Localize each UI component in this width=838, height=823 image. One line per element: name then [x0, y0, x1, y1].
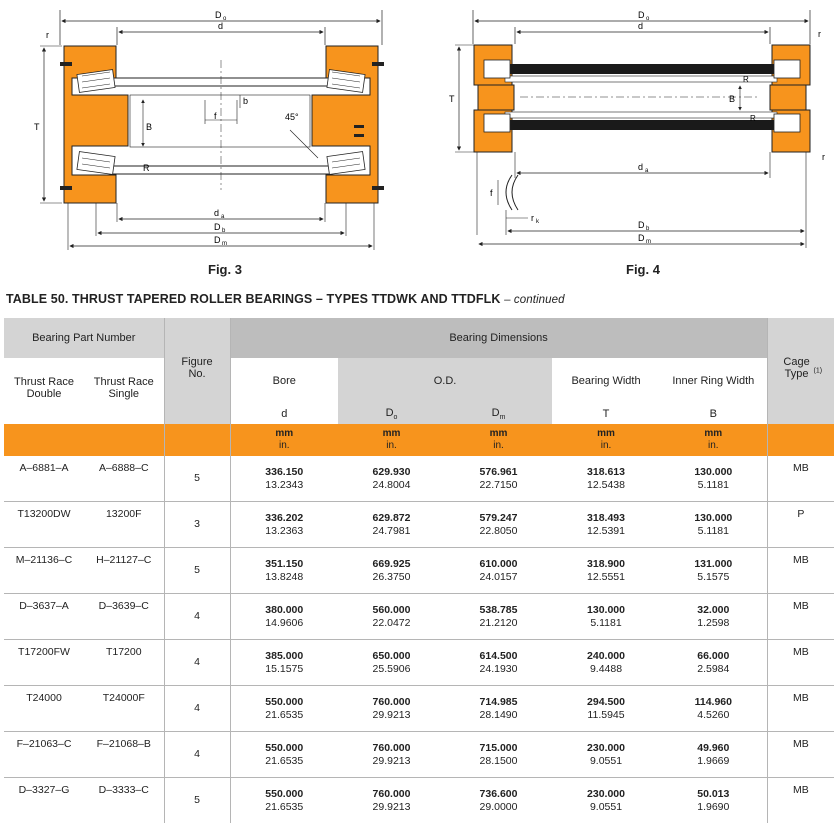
cell-b-mm: 49.960	[697, 742, 729, 754]
cell-cage: MB	[767, 778, 834, 823]
units-empty-1	[4, 424, 84, 456]
bearing-table	[4, 318, 834, 823]
cell-b-in: 4.5260	[697, 709, 729, 721]
cell-dm-mm: 610.000	[480, 558, 518, 570]
cell-double: T17200FW	[4, 640, 84, 686]
cell-dm-in: 22.8050	[480, 525, 518, 537]
table-row	[4, 686, 834, 732]
units-empty-3	[164, 424, 230, 456]
fig3-label-R: R	[143, 163, 150, 173]
cell-bore-in: 21.6535	[265, 709, 303, 721]
cell-double: T13200DW	[4, 502, 84, 548]
fig3-label-Do-sub: o	[223, 16, 227, 22]
fig4-caption: Fig. 4	[626, 262, 660, 277]
cell-bore-mm: 550.000	[265, 742, 303, 754]
cell-dm-in: 21.2120	[480, 617, 518, 629]
units-t	[552, 424, 660, 456]
cell-t-in: 11.5945	[587, 709, 624, 721]
cell-t-mm: 294.500	[587, 696, 625, 708]
cell-figure: 5	[164, 548, 230, 594]
unit-in: in.	[386, 440, 397, 451]
cell-b-in: 5.1181	[698, 479, 729, 491]
cell-dm-in: 28.1500	[480, 755, 518, 767]
cell-single: H–21127–C	[84, 548, 164, 594]
table-row	[4, 594, 834, 640]
cell-do-in: 29.9213	[373, 755, 411, 767]
cell-do-mm: 760.000	[373, 742, 411, 754]
table-title-text: TABLE 50. THRUST TAPERED ROLLER BEARINGS – TYPES TTDWK AND TTDFLK	[6, 292, 500, 306]
cell-do-in: 25.5906	[373, 663, 411, 675]
cell-b-mm: 130.000	[694, 512, 732, 524]
cell-dm-in: 29.0000	[480, 801, 518, 813]
fig3-caption: Fig. 3	[208, 262, 242, 277]
cell-bore-mm: 550.000	[265, 788, 303, 800]
units-bore	[230, 424, 338, 456]
cell-t-mm: 318.613	[587, 466, 625, 478]
header-part-number: Bearing Part Number	[4, 318, 164, 358]
cell-dm-in: 24.0157	[480, 571, 518, 583]
cell-t-mm: 230.000	[587, 742, 625, 754]
fig3-label-r: r	[46, 30, 49, 40]
unit-mm: mm	[490, 428, 508, 439]
cell-bore-mm: 351.150	[265, 558, 303, 570]
table-title-suffix: – continued	[504, 294, 565, 306]
cell-dm-mm: 736.600	[480, 788, 518, 800]
cell-do-mm: 669.925	[373, 558, 411, 570]
cell-figure: 5	[164, 456, 230, 502]
cell-bore-in: 13.2343	[265, 479, 303, 491]
cell-b-in: 1.9690	[697, 801, 729, 813]
cell-b-mm: 131.000	[694, 558, 732, 570]
unit-mm: mm	[275, 428, 293, 439]
cell-bore-mm: 336.150	[265, 466, 303, 478]
fig3-label-Db: D	[214, 222, 221, 232]
table-row	[4, 502, 834, 548]
cell-bore-mm: 336.202	[265, 512, 303, 524]
cell-t-mm: 318.493	[587, 512, 625, 524]
cell-figure: 4	[164, 732, 230, 778]
fig3-label-b: b	[243, 96, 248, 106]
cell-b-mm: 130.000	[694, 466, 732, 478]
cell-t-mm: 130.000	[587, 604, 625, 616]
cell-do-in: 24.8004	[373, 479, 411, 491]
table-row	[4, 548, 834, 594]
header-thrust-single	[84, 358, 164, 424]
header-cage	[767, 318, 834, 424]
fig4-label-Dm: D	[638, 233, 645, 243]
cell-single: T24000F	[84, 686, 164, 732]
cell-b-in: 1.9669	[697, 755, 729, 767]
cell-t-mm: 318.900	[587, 558, 625, 570]
cell-double: D–3327–G	[4, 778, 84, 823]
cell-dm-mm: 715.000	[480, 742, 518, 754]
table-row	[4, 456, 834, 502]
unit-in: in.	[279, 440, 290, 451]
cell-bore-in: 15.1575	[265, 663, 303, 675]
fig3-label-d: d	[218, 21, 223, 31]
cell-do-in: 29.9213	[373, 709, 411, 721]
cell-t-mm: 230.000	[587, 788, 625, 800]
cell-figure: 4	[164, 686, 230, 732]
fig3-label-Do: D	[215, 10, 222, 20]
cell-dm-mm: 614.500	[480, 650, 518, 662]
cell-b-mm: 114.960	[695, 696, 732, 708]
fig4-label-da: d	[638, 162, 643, 172]
header-sym-B: B	[660, 404, 767, 424]
cell-b-mm: 32.000	[697, 604, 729, 616]
cell-bore-in: 21.6535	[265, 755, 303, 767]
unit-in: in.	[708, 440, 719, 451]
cell-do-mm: 629.930	[373, 466, 411, 478]
cell-do-mm: 629.872	[373, 512, 411, 524]
fig4-label-Db-sub: b	[646, 226, 650, 232]
unit-mm: mm	[597, 428, 615, 439]
cell-b-in: 2.5984	[697, 663, 729, 675]
fig3-label-f: f	[214, 111, 217, 121]
unit-in: in.	[601, 440, 612, 451]
cell-bore-mm: 380.000	[265, 604, 303, 616]
cell-figure: 3	[164, 502, 230, 548]
units-do	[338, 424, 445, 456]
fig4-label-r-bottom: r	[822, 152, 825, 162]
cell-do-mm: 650.000	[373, 650, 411, 662]
table-row	[4, 732, 834, 778]
bearing-figures	[0, 0, 838, 285]
unit-in: in.	[493, 440, 504, 451]
header-dimensions: Bearing Dimensions	[230, 318, 767, 358]
fig4-label-f: f	[490, 188, 493, 198]
table-row	[4, 640, 834, 686]
cell-bore-mm: 385.000	[265, 650, 303, 662]
cell-bore-in: 13.2363	[265, 525, 303, 537]
cell-do-mm: 560.000	[373, 604, 411, 616]
cell-bore-in: 13.8248	[265, 571, 303, 583]
fig4-label-da-sub: a	[645, 168, 649, 174]
cell-cage: MB	[767, 548, 834, 594]
cell-b-in: 5.1575	[697, 571, 729, 583]
header-sym-Do	[338, 404, 445, 424]
cell-do-in: 24.7981	[373, 525, 411, 537]
cell-dm-in: 28.1490	[480, 709, 518, 721]
unit-mm: mm	[383, 428, 401, 439]
fig4-label-r-top: r	[818, 29, 821, 39]
cell-dm-mm: 576.961	[480, 466, 518, 478]
cell-single: F–21068–B	[84, 732, 164, 778]
fig3-label-Dm: D	[214, 235, 221, 245]
header-thrust-single-text: Thrust Race Single	[91, 376, 157, 400]
fig4-label-B: B	[729, 94, 735, 104]
cell-double: D–3637–A	[4, 594, 84, 640]
header-sym-Dm	[445, 404, 552, 424]
cell-figure: 4	[164, 594, 230, 640]
header-figure-no	[164, 318, 230, 424]
cell-bore-mm: 550.000	[265, 696, 303, 708]
figure-4-drawing	[449, 10, 825, 248]
unit-mm: mm	[704, 428, 722, 439]
header-inner-width: Inner Ring Width	[660, 358, 767, 404]
cell-t-mm: 240.000	[587, 650, 625, 662]
fig4-label-T: T	[449, 94, 455, 104]
cell-dm-in: 24.1930	[480, 663, 518, 675]
cell-bore-in: 14.9606	[265, 617, 303, 629]
cell-single: D–3333–C	[84, 778, 164, 823]
fig4-label-rk: r	[531, 213, 534, 223]
cell-cage: MB	[767, 640, 834, 686]
table-row	[4, 778, 834, 823]
cell-b-mm: 50.013	[697, 788, 729, 800]
fig4-label-rk-sub: k	[536, 219, 540, 225]
fig3-label-Dm-sub: m	[222, 241, 227, 247]
cell-b-in: 5.1181	[698, 525, 729, 537]
fig4-label-Dm-sub: m	[646, 239, 651, 245]
cell-dm-in: 22.7150	[480, 479, 518, 491]
cell-t-in: 12.5551	[587, 571, 625, 583]
header-thrust-double	[4, 358, 84, 424]
cell-t-in: 12.5438	[587, 479, 625, 491]
header-sym-Do-main: D	[386, 407, 394, 419]
fig4-label-Db: D	[638, 220, 645, 230]
cell-do-mm: 760.000	[373, 696, 411, 708]
cell-bore-in: 21.6535	[265, 801, 303, 813]
fig3-label-Db-sub: b	[222, 228, 226, 234]
cell-t-in: 9.4488	[590, 663, 622, 675]
figure-3-drawing	[34, 10, 384, 250]
units-empty-4	[767, 424, 834, 456]
fig3-label-T: T	[34, 122, 40, 132]
header-sym-Dm-sub: m	[500, 414, 506, 421]
cell-do-in: 22.0472	[373, 617, 411, 629]
cell-t-in: 9.0551	[590, 755, 622, 767]
cell-dm-mm: 538.785	[480, 604, 518, 616]
fig3-label-da-sub: a	[221, 214, 225, 220]
cell-do-in: 29.9213	[373, 801, 411, 813]
fig4-label-Do: D	[638, 10, 645, 20]
fig3-label-da: d	[214, 208, 219, 218]
header-thrust-double-text: Thrust Race Double	[11, 376, 77, 400]
cell-single: T17200	[84, 640, 164, 686]
cell-figure: 4	[164, 640, 230, 686]
cell-double: M–21136–C	[4, 548, 84, 594]
cell-do-mm: 760.000	[373, 788, 411, 800]
fig4-label-R-bottom: R	[750, 114, 756, 123]
cell-double: F–21063–C	[4, 732, 84, 778]
cell-t-in: 5.1181	[590, 617, 621, 629]
header-sym-Dm-main: D	[492, 407, 500, 419]
cell-cage: MB	[767, 732, 834, 778]
cell-dm-mm: 579.247	[480, 512, 518, 524]
units-empty-2	[84, 424, 164, 456]
cell-cage: P	[767, 502, 834, 548]
header-width: Bearing Width	[552, 358, 660, 404]
header-od: O.D.	[338, 358, 552, 404]
cell-dm-mm: 714.985	[480, 696, 518, 708]
header-bore: Bore	[230, 358, 338, 404]
units-b	[660, 424, 767, 456]
cell-cage: MB	[767, 686, 834, 732]
fig4-label-R-top: R	[743, 75, 749, 84]
header-cage-text: Cage Type	[780, 356, 814, 380]
cell-cage: MB	[767, 594, 834, 640]
fig4-label-Do-sub: o	[646, 16, 650, 22]
cell-single: 13200F	[84, 502, 164, 548]
units-dm	[445, 424, 552, 456]
header-cage-sup: (1)	[814, 367, 823, 374]
cell-double: T24000	[4, 686, 84, 732]
cell-double: A–6881–A	[4, 456, 84, 502]
fig4-label-d: d	[638, 21, 643, 31]
cell-b-mm: 66.000	[697, 650, 729, 662]
cell-b-in: 1.2598	[697, 617, 729, 629]
cell-figure: 5	[164, 778, 230, 823]
header-sym-Do-sub: o	[394, 414, 398, 421]
fig3-label-angle: 45°	[285, 112, 299, 122]
fig3-label-B: B	[146, 122, 152, 132]
header-sym-d: d	[230, 404, 338, 424]
cell-do-in: 26.3750	[373, 571, 411, 583]
table-title	[6, 292, 565, 306]
cell-single: D–3639–C	[84, 594, 164, 640]
cell-t-in: 9.0551	[590, 801, 622, 813]
cell-single: A–6888–C	[84, 456, 164, 502]
header-sym-T: T	[552, 404, 660, 424]
cell-cage: MB	[767, 456, 834, 502]
header-figure-no-text: Figure No.	[177, 356, 217, 380]
cell-t-in: 12.5391	[587, 525, 625, 537]
